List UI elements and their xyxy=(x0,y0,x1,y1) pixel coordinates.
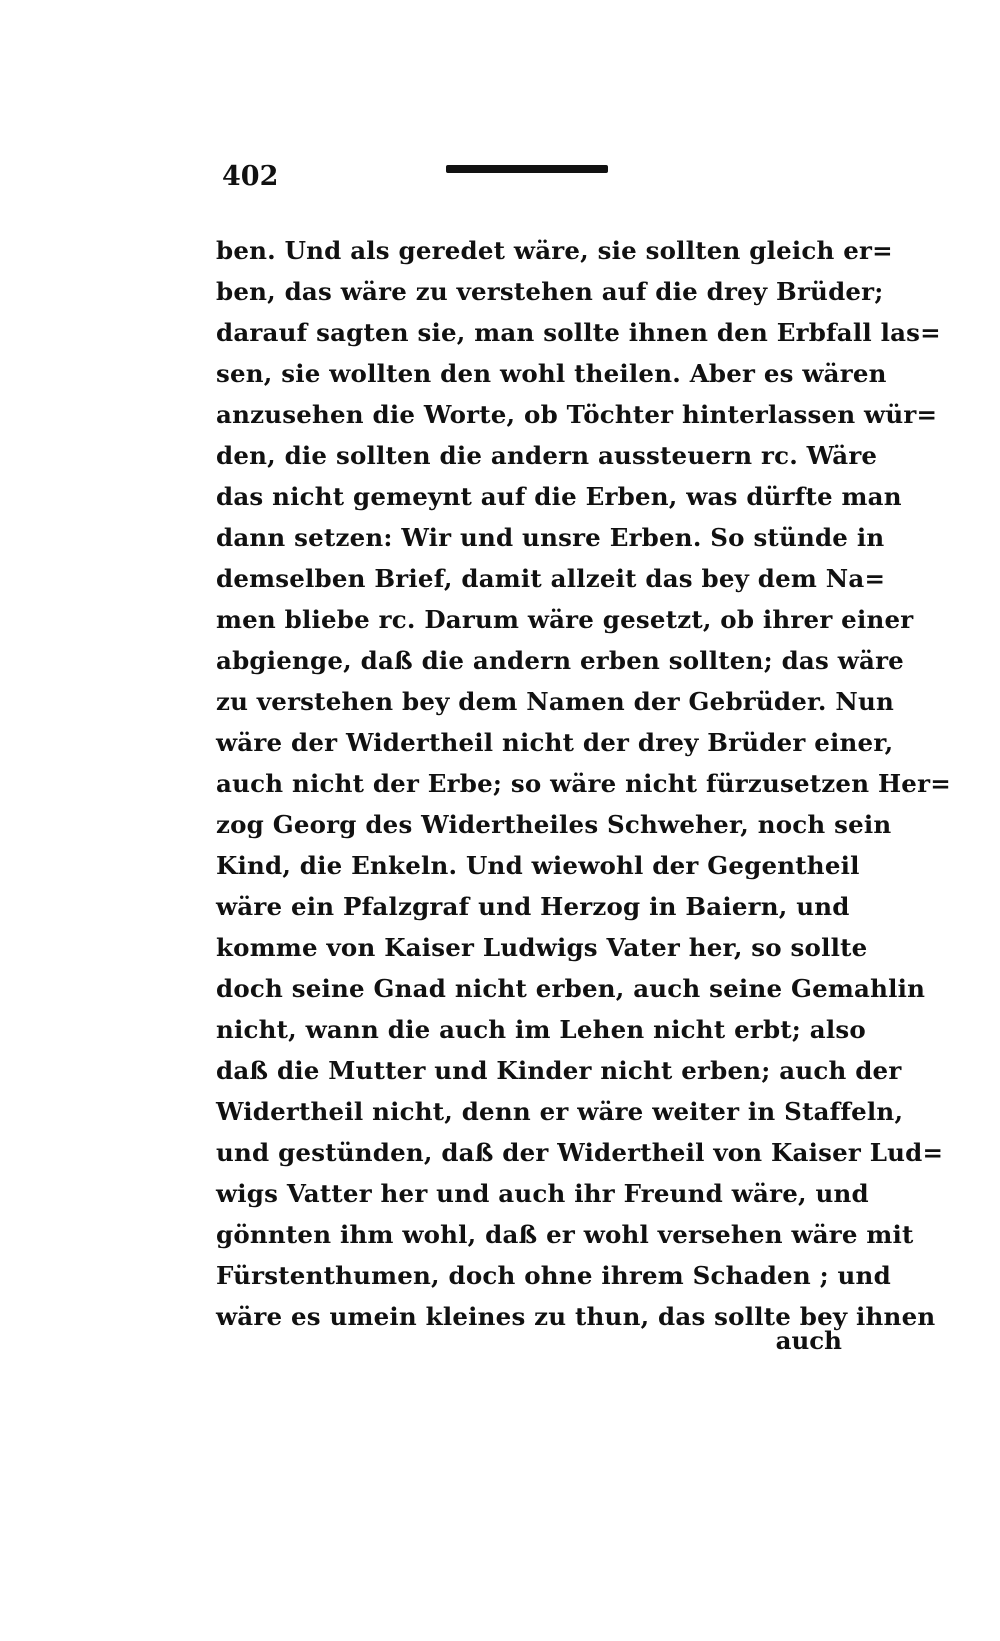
text-line: komme von Kaiser Ludwigs Vater her, so sollte xyxy=(216,933,868,962)
text-line: Widertheil nicht, denn er wäre weiter in Staffeln, xyxy=(216,1097,904,1126)
text-line: gönnten ihm wohl, daß er wohl versehen wäre mit xyxy=(216,1220,914,1249)
page-number: 402 xyxy=(222,161,279,192)
text-line: daß die Mutter und Kinder nicht erben; auch der xyxy=(216,1056,902,1085)
text-line: ben. Und als geredet wäre, sie sollten gleich er= xyxy=(216,236,893,265)
text-line: men bliebe rc. Darum wäre gesetzt, ob ihrer einer xyxy=(216,605,914,634)
text-line: darauf sagten sie, man sollte ihnen den Erbfall las= xyxy=(216,318,941,347)
text-line: und gestünden, daß der Widertheil von Kaiser Lud= xyxy=(216,1138,944,1167)
text-line: dann setzen: Wir und unsre Erben. So stünde in xyxy=(216,523,885,552)
text-line: zu verstehen bey dem Namen der Gebrüder. Nun xyxy=(216,687,894,716)
text-line: Kind, die Enkeln. Und wiewohl der Gegentheil xyxy=(216,851,860,880)
text-line: wigs Vatter her und auch ihr Freund wäre, und xyxy=(216,1179,869,1208)
text-line: wäre der Widertheil nicht der drey Brüder einer, xyxy=(216,728,894,757)
text-line: auch nicht der Erbe; so wäre nicht fürzusetzen Her= xyxy=(216,769,951,798)
header-rule xyxy=(446,165,608,173)
body-text xyxy=(216,230,951,1337)
text-line: nicht, wann die auch im Lehen nicht erbt; also xyxy=(216,1015,866,1044)
text-line: Fürstenthumen, doch ohne ihrem Schaden ; und xyxy=(216,1261,891,1290)
catchword: auch xyxy=(775,1326,842,1355)
text-line: sen, sie wollten den wohl theilen. Aber es wären xyxy=(216,359,887,388)
text-line: demselben Brief, damit allzeit das bey dem Na= xyxy=(216,564,886,593)
text-line: anzusehen die Worte, ob Töchter hinterlassen wür= xyxy=(216,400,938,429)
text-line: wäre ein Pfalzgraf und Herzog in Baiern, und xyxy=(216,892,850,921)
text-line: abgienge, daß die andern erben sollten; das wäre xyxy=(216,646,904,675)
text-line: wäre es umein kleines zu thun, das sollte bey ihnen xyxy=(216,1302,936,1331)
text-line: doch seine Gnad nicht erben, auch seine Gemahlin xyxy=(216,974,926,1003)
text-line: ben, das wäre zu verstehen auf die drey Brüder; xyxy=(216,277,884,306)
text-line: das nicht gemeynt auf die Erben, was dürfte man xyxy=(216,482,902,511)
text-line: zog Georg des Widertheiles Schweher, noch sein xyxy=(216,810,892,839)
text-line: den, die sollten die andern aussteuern rc. Wäre xyxy=(216,441,878,470)
